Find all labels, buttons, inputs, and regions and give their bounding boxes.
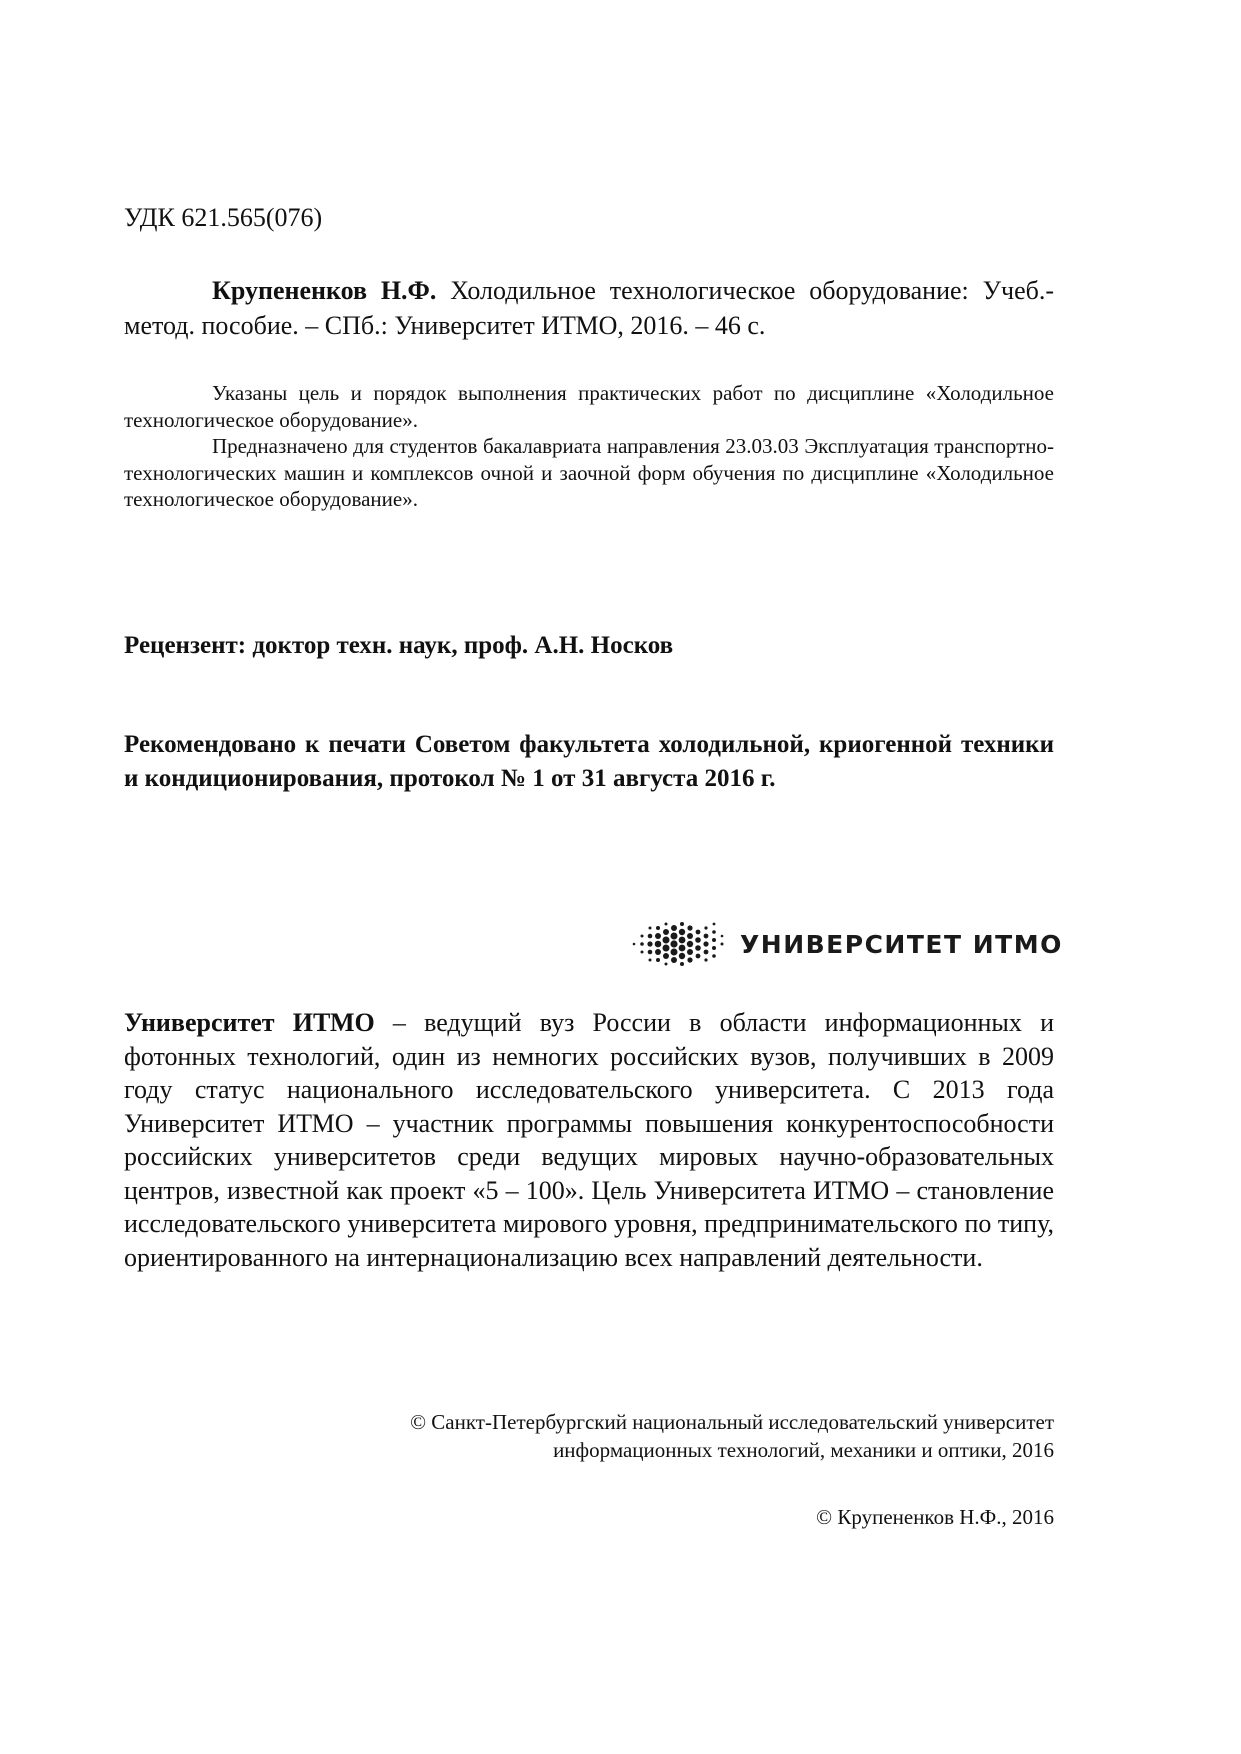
reviewer-line: Рецензент: доктор техн. наук, проф. А.Н. Носков: [124, 632, 674, 659]
annotation: [124, 380, 1054, 513]
bib-text: Холодильное технологическое оборудование: Учеб.-метод. пособие. – СПб.: Университет ИТМО, 2016. – 46 с.: [124, 276, 1054, 340]
university-description: [124, 1006, 1054, 1274]
copyright-line-2: информационных технологий, механики и оптики, 2016: [553, 1438, 1054, 1462]
annotation-paragraph-1: Указаны цель и порядок выполнения практических работ по дисциплине «Холодильное технологическое оборудование».: [124, 381, 1054, 432]
itmo-logo: [630, 918, 1063, 970]
copyright-line-1: © Санкт-Петербургский национальный исследовательский университет: [410, 1410, 1054, 1434]
about-lead: Университет ИТМО: [124, 1008, 375, 1037]
itmo-dots-logo-icon: [630, 919, 728, 969]
bib-author: Крупененков Н.Ф.: [212, 276, 437, 305]
copyright-university: [254, 1408, 1054, 1464]
copyright-author: © Крупененков Н.Ф., 2016: [816, 1505, 1054, 1529]
bibliographic-record: [124, 273, 1054, 343]
udc-code: УДК 621.565(076): [124, 203, 323, 232]
annotation-paragraph-2: Предназначено для студентов бакалавриата направления 23.03.03 Эксплуатация транспортно-технологических машин и комплексов очной и заочной форм обучения по дисциплине «Холодильное технологическое оборудование».: [124, 434, 1054, 511]
recommendation-note: Рекомендовано к печати Советом факультета холодильной, криогенной техники и кондиционирования, протокол № 1 от 31 августа 2016 г.: [124, 731, 1054, 792]
itmo-logo-text: УНИВЕРСИТЕТ ИТМО: [740, 929, 1063, 959]
about-text: – ведущий вуз России в области информационных и фотонных технологий, один из немногих российских вузов, получивших в 2009 году статус национального исследовательского университета. С 2013 года Университет ИТМО – участник программы повышения конкурентоспособности российских университетов среди ведущих мировых научно-образовательных центров, известной как проект «5 – 100». Цель Университета ИТМО – становление исследовательского университета мирового уровня, предпринимательского по типу, ориентированного на интернационализацию всех направлений деятельности.: [124, 1008, 1054, 1272]
